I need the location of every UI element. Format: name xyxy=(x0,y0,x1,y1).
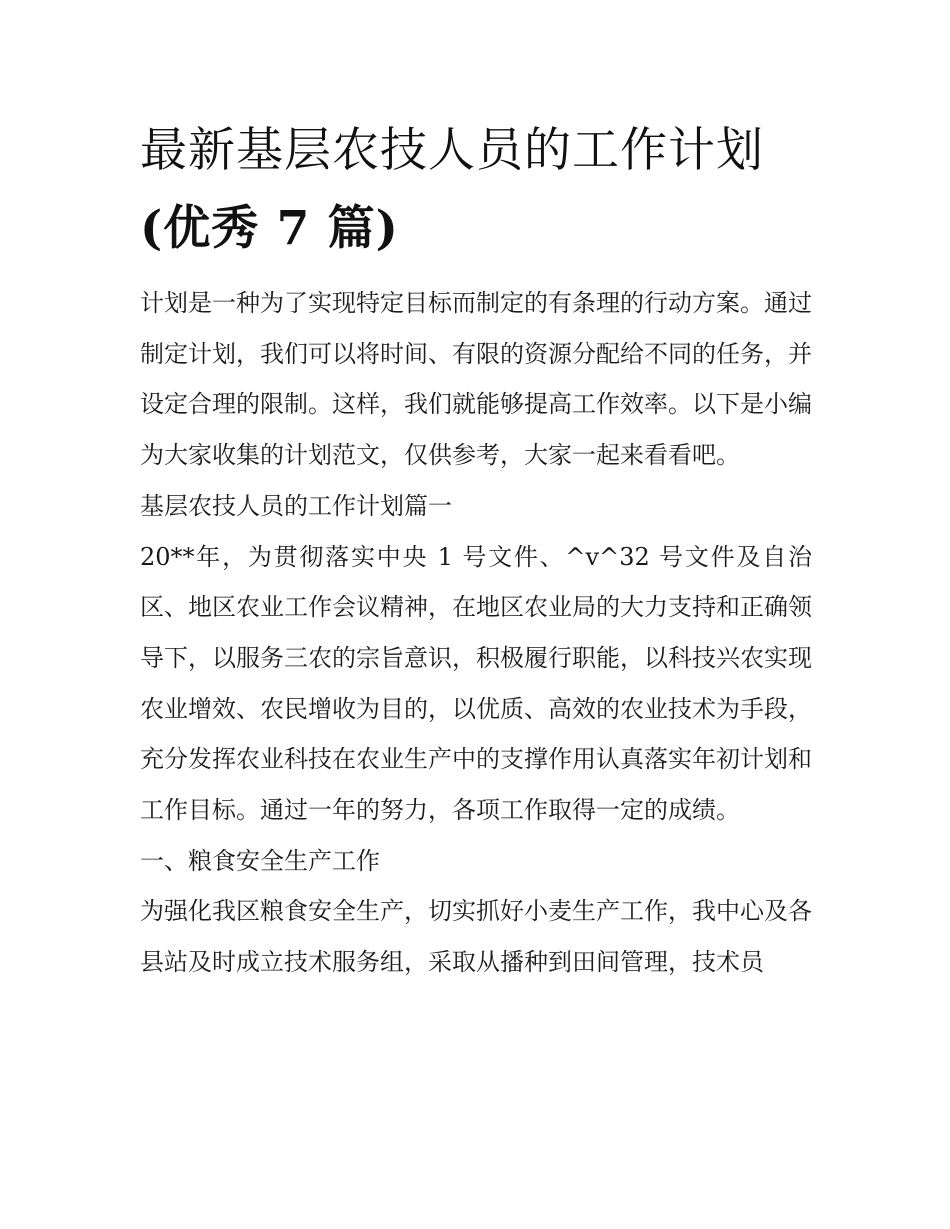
intro-paragraph: 计划是一种为了实现特定目标而制定的有条理的行动方案。通过制定计划，我们可以将时间、有限的资源分配给不同的任务，并设定合理的限制。这样，我们就能够提高工作效率。以下是小编为大家收集的计划范文，仅供参考，大家一起来看看吧。 xyxy=(140,289,812,470)
grain-safety-paragraph: 为强化我区粮食安全生产，切实抓好小麦生产工作，我中心及各县站及时成立技术服务组，采取从播种到田间管理，技术员 xyxy=(140,897,812,977)
document-title xyxy=(140,112,812,268)
plan-1-paragraph: 20**年，为贯彻落实中央 1 号文件、^v^32 号文件及自治区、地区农业工作会议精神，在地区农业局的大力支持和正确领导下，以服务三农的宗旨意识，积极履行职能，以科技兴农实现农业增效、农民增收为目的，以优质、高效的农业技术为手段，充分发挥农业科技在农业生产中的支撑作用认真落实年初计划和工作目标。通过一年的努力，各项工作取得一定的成绩。 xyxy=(140,542,812,825)
document-page xyxy=(140,112,812,988)
section-heading-grain-safety: 一、粮食安全生产工作 xyxy=(140,846,380,875)
document-body xyxy=(140,278,812,988)
title-line-2: (优秀 7 篇) xyxy=(140,201,399,256)
title-line-1: 最新基层农技人员的工作计划 xyxy=(140,123,764,178)
section-heading-plan-1: 基层农技人员的工作计划篇一 xyxy=(140,491,452,520)
